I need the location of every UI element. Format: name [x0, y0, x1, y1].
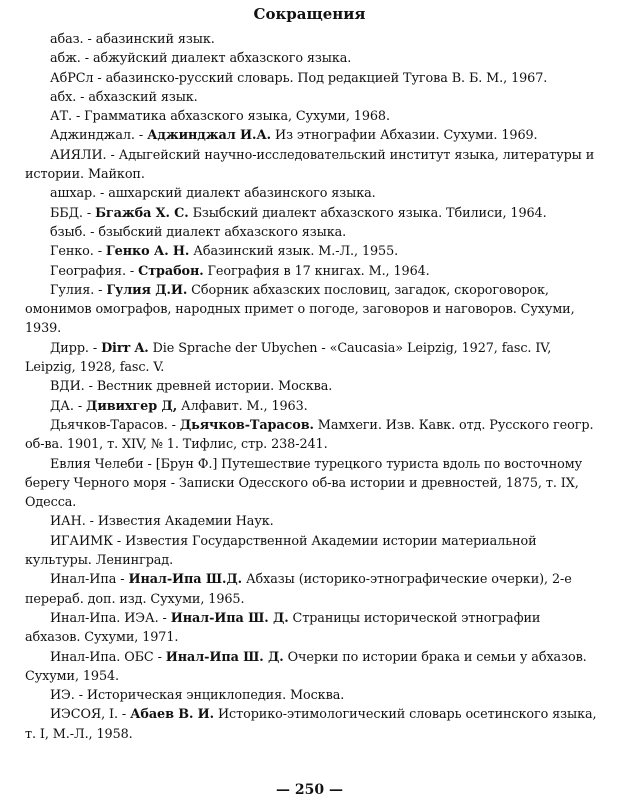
abbreviation-author: Аджинджал И.А.	[147, 128, 272, 144]
abbreviation-term: ИЭСОЯ, I.	[50, 707, 118, 723]
abbreviation-definition: Бзыбский диалект абхазского языка. Тбилиси, 1964.	[188, 205, 547, 221]
abbreviation-separator: -	[116, 572, 129, 588]
abbreviation-term: ДА.	[50, 398, 74, 414]
abbreviation-entry	[25, 686, 599, 705]
abbreviation-separator: -	[93, 70, 106, 86]
abbreviation-entry	[25, 532, 599, 571]
abbreviation-definition: [Брун Ф.] Путешествие турецкого туриста вдоль по восточному берегу Черного моря - Записки Одесского об-ва истории и древностей, 1875, т. IX, Одесса.	[25, 456, 583, 511]
abbreviation-separator: -	[153, 649, 166, 665]
abbreviation-definition: Известия Академии Наук.	[97, 514, 274, 530]
abbreviation-entry	[25, 242, 599, 261]
abbreviation-term: География.	[50, 263, 126, 279]
abbreviation-definition: Алфавит. М., 1963.	[177, 398, 308, 414]
abbreviation-definition: Мамхеги. Изв. Кавк. отд. Русского геогр. об-ва. 1901, т. XIV, № 1. Тифлис, стр. 238-241.	[25, 417, 594, 453]
abbreviation-separator: -	[158, 610, 171, 626]
abbreviation-term: абх.	[50, 89, 77, 105]
abbreviation-term: ВДИ.	[50, 379, 85, 395]
abbreviation-term: ашхар.	[50, 186, 97, 202]
abbreviation-separator: -	[73, 398, 87, 414]
abbreviation-entry	[25, 126, 599, 145]
abbreviation-term: ББД.	[50, 205, 83, 221]
abbreviation-definition: Известия Государственной Академии истории материальной культуры. Ленинград.	[25, 533, 537, 569]
abbreviation-definition: Из этнографии Абхазии. Сухуми. 1969.	[271, 128, 538, 144]
abbreviation-author: Гулия Д.И.	[106, 282, 188, 298]
abbreviation-separator: -	[94, 282, 107, 298]
abbreviation-separator: -	[88, 340, 102, 356]
abbreviation-entry	[25, 204, 599, 223]
abbreviation-author: Дивихгер Д,	[86, 398, 178, 414]
abbreviation-author: Генко А. Н.	[105, 244, 190, 260]
abbreviation-entry	[25, 146, 599, 185]
abbreviation-separator: -	[74, 688, 87, 704]
abbreviation-separator: -	[85, 514, 98, 530]
abbreviation-term: АбРСл	[50, 70, 94, 86]
abbreviation-entry	[25, 570, 599, 609]
abbreviation-term: АТ.	[50, 109, 72, 125]
abbreviation-entry	[25, 262, 599, 281]
abbreviation-term: ИАН.	[50, 514, 86, 530]
abbreviation-term: Евлия Челеби	[50, 456, 144, 472]
abbreviation-definition: абазинско-русский словарь. Под редакцией Тугова В. Б. М., 1967.	[105, 70, 548, 86]
abbreviation-entry	[25, 455, 599, 513]
abbreviation-author: Инал-Ипа Ш.Д.	[128, 572, 242, 588]
abbreviation-entry	[25, 69, 599, 88]
abbreviation-term: абаз.	[50, 32, 84, 47]
abbreviation-term: Инал-Ипа. ОБС	[50, 649, 154, 665]
abbreviation-separator: -	[106, 147, 119, 163]
abbreviation-definition: Страницы исторической этнографии абхазов. Сухуми, 1971.	[25, 610, 541, 646]
abbreviation-definition: Вестник древней истории. Москва.	[96, 379, 333, 395]
abbreviation-separator: -	[117, 707, 131, 723]
abbreviation-separator: -	[143, 456, 156, 472]
abbreviation-definition: Адыгейский научно-исследовательский институт языка, литературы и истории. Майкоп.	[25, 147, 595, 183]
abbreviation-entry	[25, 88, 599, 107]
page-number: — 250 —	[276, 782, 343, 798]
abbreviation-entry	[25, 397, 599, 416]
abbreviation-entry	[25, 223, 599, 242]
abbreviation-separator: -	[112, 533, 126, 549]
abbreviation-entry	[25, 377, 599, 396]
abbreviation-separator: -	[167, 417, 180, 433]
abbreviation-entry	[25, 107, 599, 126]
abbreviation-separator: -	[125, 263, 139, 279]
abbreviation-term: Дирр.	[50, 340, 89, 356]
abbreviation-separator: -	[134, 128, 148, 144]
abbreviation-entry	[25, 184, 599, 203]
abbreviation-entry	[25, 609, 599, 648]
abbreviation-list	[25, 30, 599, 744]
abbreviation-entry	[25, 49, 599, 68]
abbreviation-definition: Абазинский язык. М.-Л., 1955.	[189, 244, 399, 260]
abbreviation-separator: -	[80, 51, 93, 67]
abbreviation-definition: абхазский язык.	[88, 89, 198, 105]
abbreviation-definition: Историческая энциклопедия. Москва.	[86, 688, 345, 704]
abbreviation-author: Страбон.	[138, 263, 204, 279]
abbreviation-definition: Die Sprache der Ubychen - «Caucasia» Leipzig, 1927, fasc. IV, Leipzig, 1928, fasc. V.	[25, 340, 552, 376]
abbreviation-entry	[25, 30, 599, 49]
abbreviation-author: Инал-Ипа Ш. Д.	[165, 649, 284, 665]
abbreviation-definition: Сборник абхазских пословиц, загадок, скороговорок, омонимов омографов, народных примет о погоде, заговоров и наговоров. Сухуми, 1939.	[25, 282, 575, 337]
abbreviation-definition: Очерки по истории брака и семьи у абхазов. Сухуми, 1954.	[25, 649, 587, 684]
abbreviation-separator: -	[96, 186, 109, 202]
abbreviation-term: АИЯЛИ.	[50, 147, 107, 163]
abbreviation-term: Генко.	[50, 244, 94, 260]
abbreviation-entry	[25, 512, 599, 531]
abbreviation-author: Дьячков-Тарасов.	[179, 417, 314, 433]
abbreviation-definition: ашхарский диалект абазинского языка.	[108, 186, 376, 202]
abbreviation-separator: -	[84, 379, 97, 395]
abbreviation-separator: -	[76, 89, 89, 105]
abbreviation-author: Бгажба Х. С.	[95, 205, 189, 221]
abbreviation-entry	[25, 648, 599, 687]
abbreviation-term: ИГАИМК	[50, 533, 113, 549]
abbreviation-term: ИЭ.	[50, 688, 75, 704]
abbreviation-definition: абазинский язык.	[95, 32, 215, 47]
abbreviation-definition: абжуйский диалект абхазского языка.	[92, 51, 352, 67]
abbreviation-definition: бзыбский диалект абхазского языка.	[98, 224, 347, 240]
abbreviation-separator: -	[93, 244, 106, 260]
abbreviation-term: бзыб.	[50, 224, 87, 240]
abbreviation-entry	[25, 281, 599, 339]
abbreviation-author: Абаев В. И.	[130, 707, 215, 723]
abbreviation-term: Дьячков-Тарасов.	[50, 417, 168, 433]
abbreviation-author: Dirr A.	[101, 340, 149, 356]
abbreviation-definition: География в 17 книгах. М., 1964.	[203, 263, 430, 279]
abbreviation-separator: -	[86, 224, 99, 240]
abbreviation-entry	[25, 416, 599, 455]
abbreviation-term: Аджинджал.	[50, 128, 135, 144]
abbreviation-entry	[25, 339, 599, 378]
abbreviation-term: Инал-Ипа. ИЭА.	[50, 610, 159, 626]
abbreviation-definition: Абхазы (историко-этнографические очерки), 2-е перераб. доп. изд. Сухуми, 1965.	[25, 572, 572, 607]
abbreviation-author: Инал-Ипа Ш. Д.	[170, 610, 289, 626]
abbreviation-separator: -	[72, 109, 85, 125]
abbreviation-definition: Грамматика абхазского языка, Сухуми, 1968.	[84, 109, 390, 125]
abbreviation-term: абж.	[50, 51, 81, 67]
abbreviation-definition: Историко-этимологический словарь осетинского языка, т. I, М.-Л., 1958.	[25, 707, 597, 742]
abbreviation-separator: -	[83, 32, 96, 47]
abbreviation-separator: -	[82, 205, 96, 221]
abbreviation-entry	[25, 705, 599, 744]
page-title: Сокращения	[253, 5, 366, 23]
abbreviation-term: Гулия.	[50, 282, 95, 298]
abbreviation-term: Инал-Ипа	[50, 572, 117, 588]
